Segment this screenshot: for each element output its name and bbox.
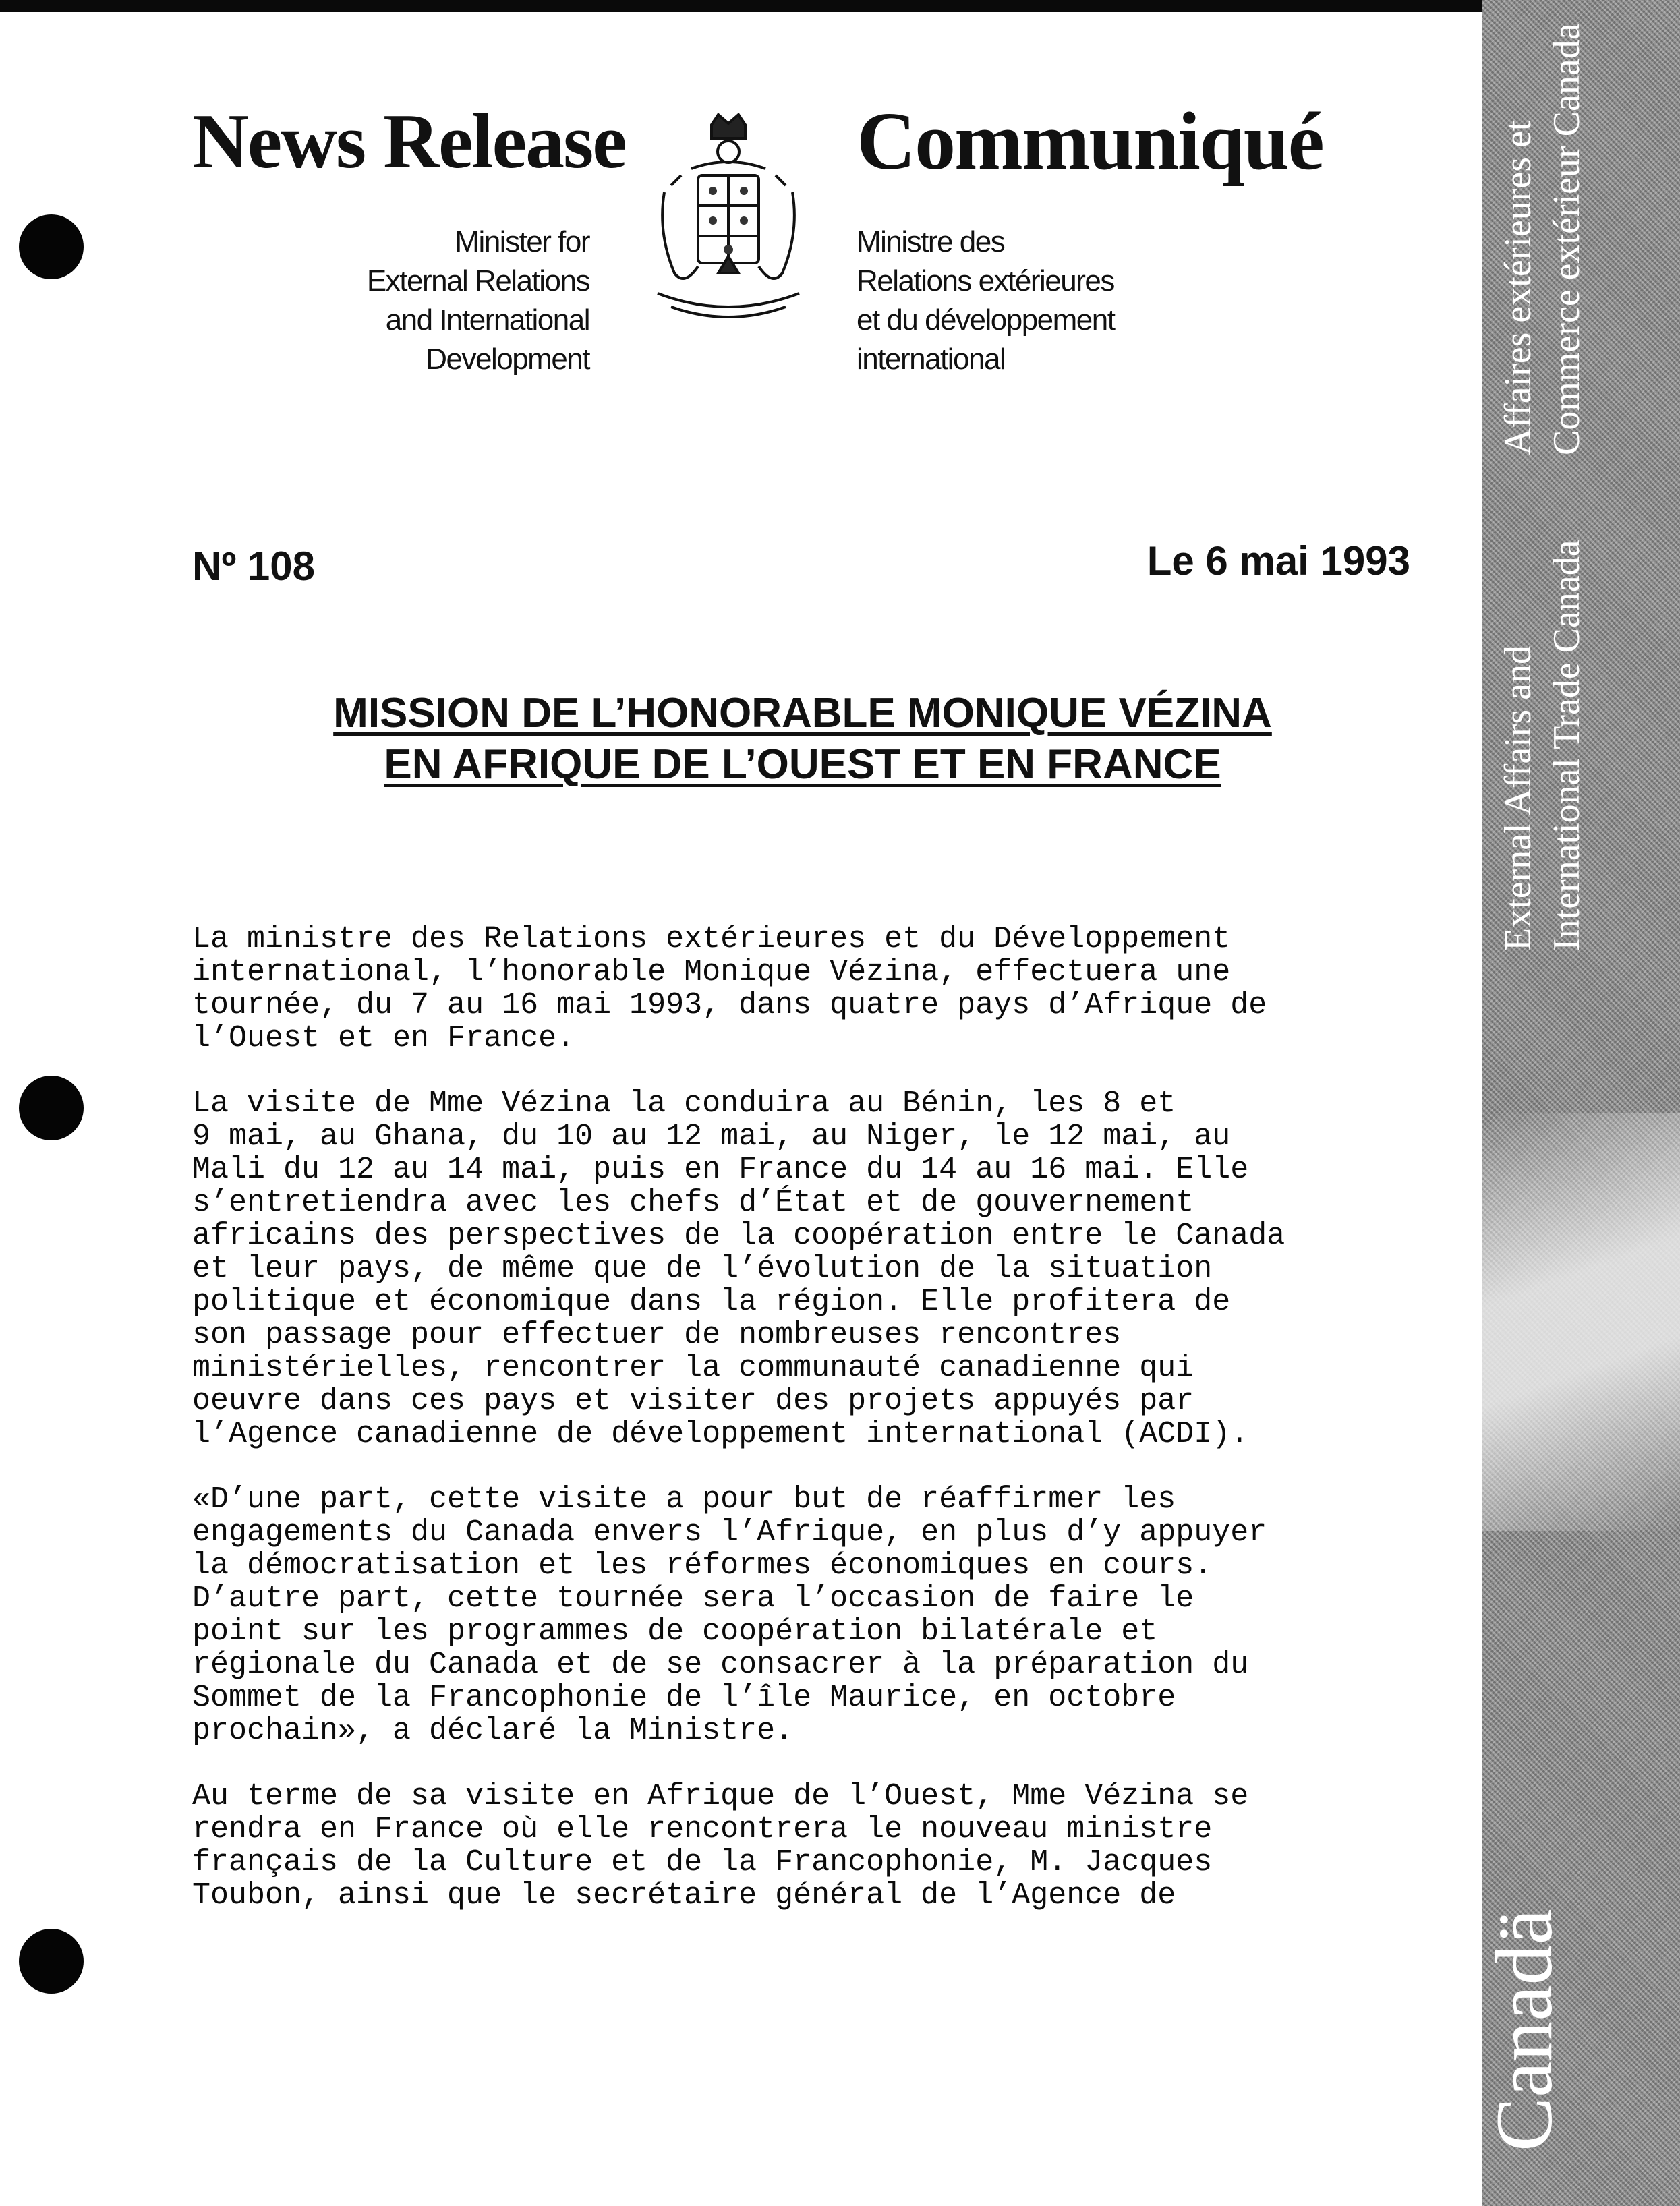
body-line: africains des perspectives de la coopération entre le Canada bbox=[192, 1219, 1285, 1253]
canada-wordmark: Canadä bbox=[1479, 1909, 1569, 2151]
body-line: Au terme de sa visite en Afrique de l’Ouest, Mme Vézina se bbox=[192, 1779, 1249, 1813]
release-title-line: EN AFRIQUE DE L’OUEST ET EN FRANCE bbox=[384, 741, 1221, 788]
department-name-english bbox=[1494, 540, 1591, 951]
body-line: s’entretiendra avec les chefs d’État et de gouvernement bbox=[192, 1186, 1194, 1220]
body-line: oeuvre dans ces pays et visiter des projets appuyés par bbox=[192, 1384, 1194, 1418]
body-line: engagements du Canada envers l’Afrique, en plus d’y appuyer bbox=[192, 1515, 1267, 1550]
release-title bbox=[223, 688, 1383, 790]
body-line: régionale du Canada et de se consacrer à la préparation du bbox=[192, 1648, 1249, 1682]
minister-french bbox=[857, 223, 1167, 379]
body-line: «D’une part, cette visite a pour but de réaffirmer les bbox=[192, 1482, 1176, 1517]
punch-hole bbox=[19, 1929, 84, 1994]
body-line: son passage pour effectuer de nombreuses rencontres bbox=[192, 1318, 1122, 1352]
body-line: l’Ouest et en France. bbox=[192, 1021, 575, 1055]
body-line: français de la Culture et de la Francophonie, M. Jacques bbox=[192, 1845, 1213, 1880]
paragraph bbox=[192, 923, 1433, 1055]
punch-hole bbox=[19, 214, 84, 279]
body-line: Sommet de la Francophonie de l’île Maurice, en octobre bbox=[192, 1681, 1176, 1715]
body-line: La ministre des Relations extérieures et du Développement bbox=[192, 922, 1231, 956]
coat-of-arms-icon bbox=[644, 111, 813, 334]
body-line: point sur les programmes de coopération bilatérale et bbox=[192, 1615, 1158, 1649]
body-line: rendra en France où elle rencontrera le nouveau ministre bbox=[192, 1812, 1213, 1847]
communique-title: Communiqué bbox=[857, 96, 1323, 187]
minister-english-line: External Relations bbox=[366, 264, 589, 297]
body-line: Mali du 12 au 14 mai, puis en France du 14 au 16 mai. Elle bbox=[192, 1153, 1249, 1187]
department-name-english-line: International Trade Canada bbox=[1546, 540, 1588, 951]
top-border bbox=[0, 0, 1680, 12]
department-name-english-line: External Affairs and bbox=[1497, 645, 1539, 951]
release-date: Le 6 mai 1993 bbox=[1147, 538, 1410, 583]
body-line: et leur pays, de même que de l’évolution de la situation bbox=[192, 1252, 1213, 1286]
body-line: international, l’honorable Monique Vézina, effectuera une bbox=[192, 955, 1231, 989]
minister-french-line: Relations extérieures bbox=[857, 264, 1114, 297]
body-line: politique et économique dans la région. Elle profitera de bbox=[192, 1285, 1231, 1319]
minister-french-line: Ministre des bbox=[857, 225, 1005, 258]
sidebar-flag-band bbox=[1482, 1113, 1680, 1531]
minister-english-line: and International bbox=[385, 303, 589, 337]
department-name-french-line: Affaires extérieures et bbox=[1497, 120, 1539, 455]
news-release-title: News Release bbox=[192, 98, 626, 185]
body-line: La visite de Mme Vézina la conduira au Bénin, les 8 et bbox=[192, 1086, 1176, 1121]
body-line: prochain», a déclaré la Ministre. bbox=[192, 1714, 794, 1748]
minister-english-line: Development bbox=[426, 343, 589, 376]
paragraph bbox=[192, 1780, 1433, 1912]
release-body bbox=[192, 923, 1433, 1944]
minister-english bbox=[306, 223, 589, 379]
body-line: D’autre part, cette tournée sera l’occasion de faire le bbox=[192, 1581, 1194, 1616]
department-name-french-line: Commerce extérieur Canada bbox=[1546, 23, 1588, 455]
minister-french-line: et du développement bbox=[857, 303, 1115, 337]
release-title-line: MISSION DE L’HONORABLE MONIQUE VÉZINA bbox=[333, 690, 1272, 736]
body-line: l’Agence canadienne de développement international (ACDI). bbox=[192, 1417, 1249, 1451]
body-line: tournée, du 7 au 16 mai 1993, dans quatre pays d’Afrique de bbox=[192, 988, 1267, 1022]
body-line: 9 mai, au Ghana, du 10 au 12 mai, au Niger, le 12 mai, au bbox=[192, 1120, 1231, 1154]
minister-french-line: international bbox=[857, 343, 1006, 376]
body-line: ministérielles, rencontrer la communauté canadienne qui bbox=[192, 1351, 1194, 1385]
paragraph bbox=[192, 1483, 1433, 1747]
body-line: Toubon, ainsi que le secrétaire général de l’Agence de bbox=[192, 1878, 1176, 1913]
body-line: la démocratisation et les réformes économiques en cours. bbox=[192, 1548, 1213, 1583]
minister-english-line: Minister for bbox=[455, 225, 589, 258]
release-number: Nº 108 bbox=[192, 544, 316, 589]
paragraph bbox=[192, 1087, 1433, 1451]
punch-hole bbox=[19, 1076, 84, 1140]
department-name-french bbox=[1494, 23, 1591, 455]
